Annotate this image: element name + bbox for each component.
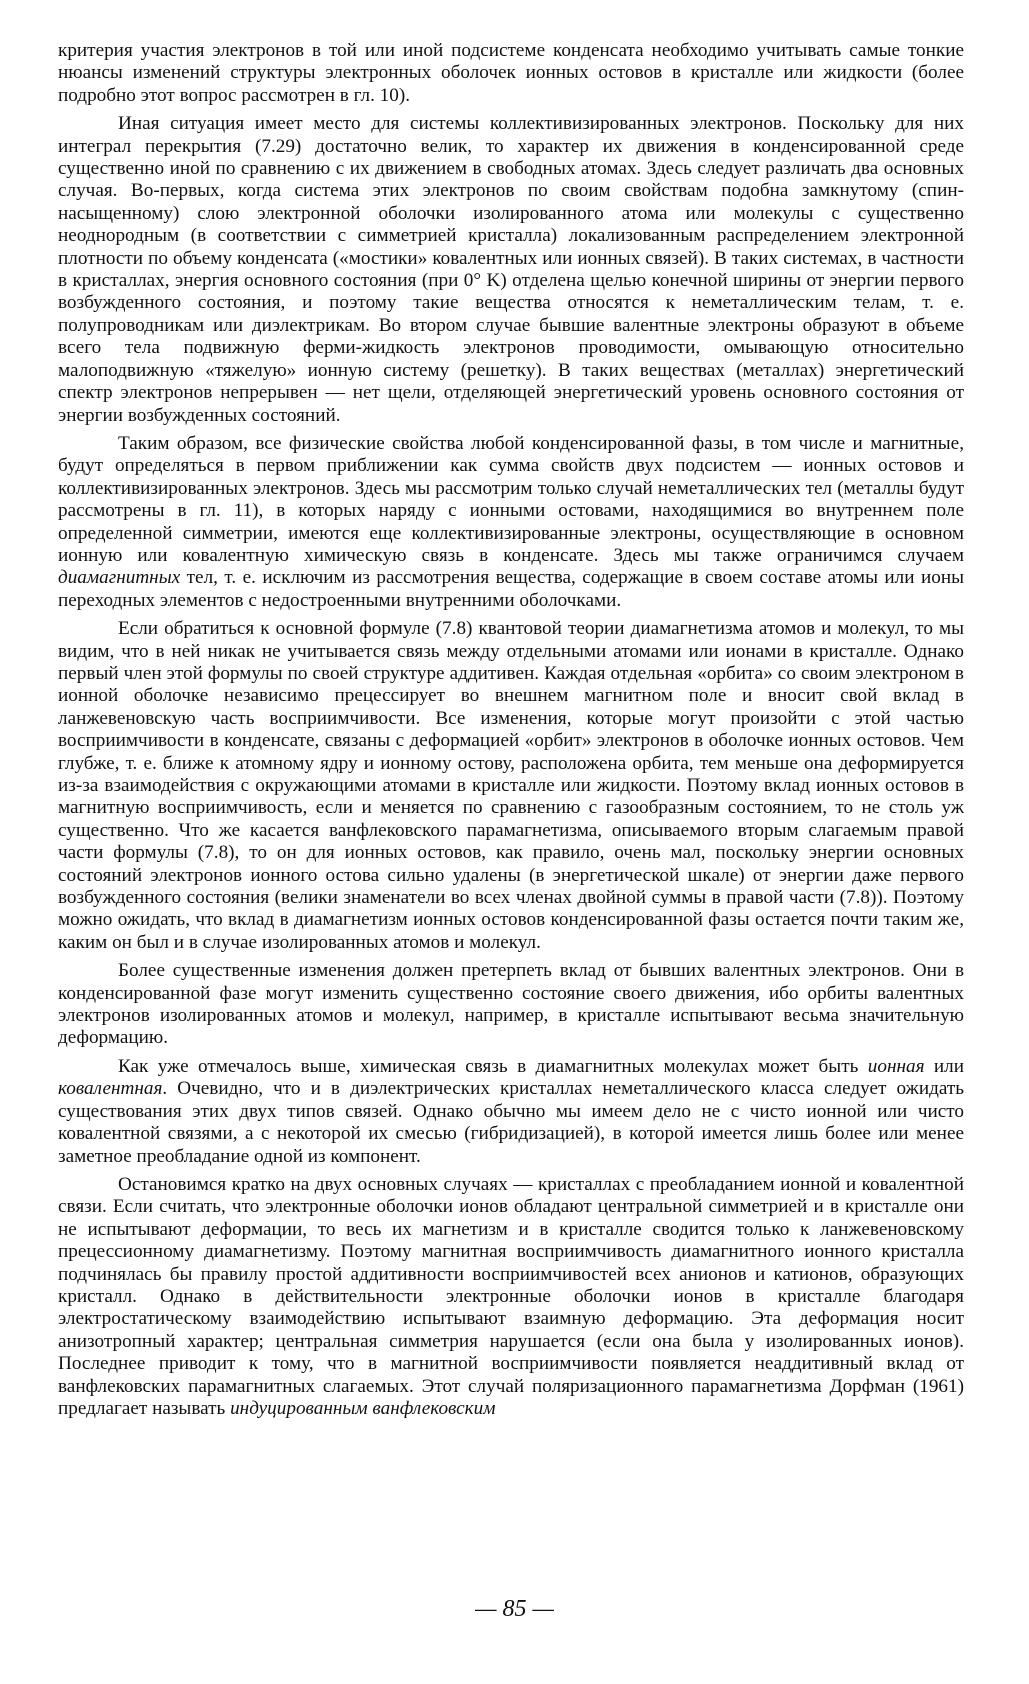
paragraph-3 [58, 433, 964, 612]
paragraph-3-italic: диамагнитных [58, 567, 181, 589]
paragraph-3-tail: тел, т. е. исключим из рассмотрения вещества, содержащие в своем составе атомы или ионы переходных элементов с недостроенными внутренними оболочками. [58, 567, 964, 611]
paragraph-2: Иная ситуация имеет место для системы коллективизированных электронов. Поскольку для них интеграл перекрытия (7.29) достаточно велик, то характер их движения в конденсированной среде существенно иной по сравнению с их движением в свободных атомах. Здесь следует различать два основных случая. Во-первых, когда система этих электронов по своим свойствам подобна замкнутому (спин-насыщенному) слою электронной оболочки изолированного атома или молекулы с существенно неоднородным (в соответствии с симметрией кристалла) локализованным распределением электронной плотности по объему конденсата («мостики» ковалентных или ионных связей). В таких системах, в частности в кристаллах, энергия основного состояния (при 0° K) отделена щелью конечной ширины от энергии первого возбужденного состояния, и поэтому такие вещества относятся к неметаллическим телам, т. е. полупроводникам или диэлектрикам. Во втором случае бывшие валентные электроны образуют в объеме всего тела подвижную ферми-жидкость электронов проводимости, омывающую относительно малоподвижную «тяжелую» ионную систему (решетку). В таких веществах (металлах) энергетический спектр электронов непрерывен — нет щели, отделяющей энергетический уровень основного состояния от энергии возбужденных состояний. [58, 113, 964, 426]
paragraph-6-mid: или [924, 1055, 965, 1077]
paragraph-6-italic-ionic: ионная [867, 1055, 925, 1077]
page-number: — 85 — [475, 1596, 554, 1622]
paragraph-3-text: Таким образом, все физические свойства любой конденсированной фазы, в том числе и магнитные, будут определяться в первом приближении как сумма свойств двух подсистем — ионных остовов и коллективизированных электронов. Здесь мы рассмотрим только случай неметаллических тел (металлы будут рассмотрены в гл. 11), в которых наряду с ионными остовами, находящимися во внутреннем поле определенной симметрии, имеются еще коллективизированные электроны, осуществляющие в основном ионную или ковалентную химическую связь в конденсате. Здесь мы также ограничимся случаем [58, 432, 964, 566]
paragraph-7-text: Остановимся кратко на двух основных случаях — кристаллах с преобладанием ионной и ковалентной связи. Если считать, что электронные оболочки ионов обладают центральной симметрией и в кристалле они не испытывают деформации, то весь их магнетизм и в кристалле сводится только к ланжевеновскому прецессионному диамагнетизму. Поэтому магнитная восприимчивость диамагнитного ионного кристалла подчинялась бы правилу простой аддитивности восприимчивостей всех анионов и катионов, образующих кристалл. Однако в действительности электронные оболочки ионов в кристалле благодаря электростатическому взаимодействию испытывают взаимную деформацию. Эта деформация носит анизотропный характер; центральная симметрия нарушается (если она была у изолированных ионов). Последнее приводит к тому, что в магнитной восприимчивости появляется неаддитивный вклад от ванфлековских парамагнитных слагаемых. Этот случай поляризационного парамагнетизма Дорфман (1961) предлагает называть [58, 1173, 964, 1419]
paragraph-5: Более существенные изменения должен претерпеть вклад от бывших валентных электронов. Они в конденсированной фазе могут изменить существенно состояние своего движения, ибо орбиты валентных электронов изолированных атомов и молекул, например, в кристалле испытывают весьма значительную деформацию. [58, 960, 964, 1049]
paragraph-1: критерия участия электронов в той или иной подсистеме конденсата необходимо учитывать самые тонкие нюансы изменений структуры электронных оболочек ионных остовов в кристалле или жидкости (более подробно этот вопрос рассмотрен в гл. 10). [58, 40, 964, 106]
page-body [58, 40, 964, 1640]
paragraph-6-tail: . Очевидно, что и в диэлектрических кристаллах неметаллического класса следует ожидать существования этих двух типов связей. Однако обычно мы имеем дело не с чисто ионной или чисто ковалентной связями, а с некоторой их смесью (гибридизацией), в которой имеется лишь более или менее заметное преобладание одной из компонент. [58, 1078, 964, 1167]
paragraph-6 [58, 1056, 964, 1168]
paragraph-7 [58, 1174, 964, 1420]
paragraph-7-italic: индуцированным ванфлековским [230, 1397, 496, 1419]
paragraph-4: Если обратиться к основной формуле (7.8) квантовой теории диамагнетизма атомов и молекул, то мы видим, что в ней никак не учитывается связь между отдельными атомами или ионами в кристалле. Однако первый член этой формулы по своей структуре аддитивен. Каждая отдельная «орбита» со своим электроном в ионной оболочке независимо прецессирует во внешнем магнитном поле и вносит свой вклад в ланжевеновскую часть восприимчивости. Все изменения, которые могут произойти с этой частью восприимчивости в конденсате, связаны с деформацией «орбит» электронов в оболочке ионных остовов. Чем глубже, т. е. ближе к атомному ядру и ионному остову, расположена орбита, тем меньше она деформируется из-за взаимодействия с окружающими атомами в кристалле или жидкости. Поэтому вклад ионных остовов в магнитную восприимчивость, если и меняется по сравнению с газообразным состоянием, то не столь уж существенно. Что же касается ванфлековского парамагнетизма, описываемого вторым слагаемым правой части формулы (7.8), то он для ионных остовов, как правило, очень мал, поскольку энергии основных состояний электронов ионного остова сильно удалены (в энергетической шкале) от энергии даже первого возбужденного состояния (велики знаменатели во всех членах двойной суммы в правой части (7.8)). Поэтому можно ожидать, что вклад в диамагнетизм ионных остовов конденсированной фазы остается почти таким же, каким он был и в случае изолированных атомов и молекул. [58, 618, 964, 953]
paragraph-6-text: Как уже отмечалось выше, химическая связь в диамагнитных молекулах может быть [118, 1055, 859, 1077]
paragraph-6-italic-covalent: ковалентная [58, 1078, 163, 1100]
